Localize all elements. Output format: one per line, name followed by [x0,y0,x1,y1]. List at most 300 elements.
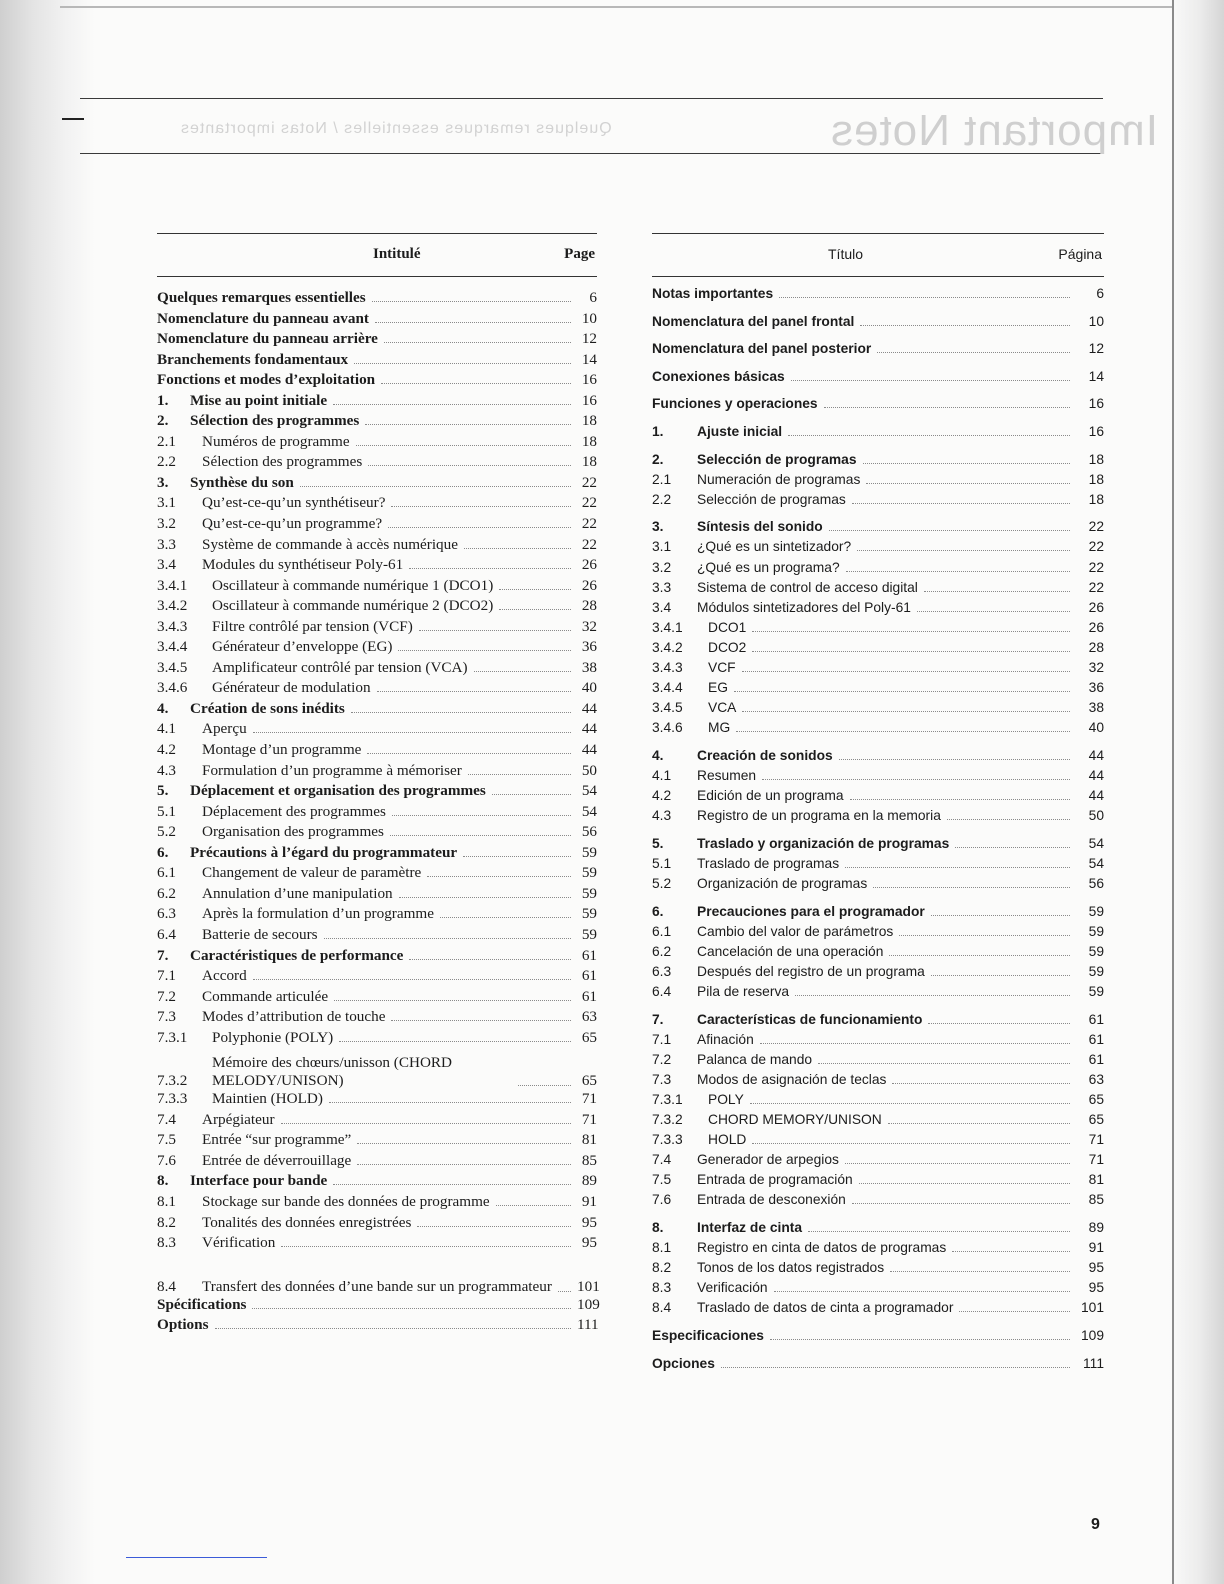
toc-entry [157,536,597,557]
dot-leader [375,322,571,323]
toc-entry-number: 3.1 [652,539,672,555]
toc-entry-page: 59 [581,864,597,882]
toc-entry [157,351,597,372]
toc-entry-number: 3.4 [157,556,176,574]
dot-leader [752,1143,1070,1144]
toc-entry [652,1220,1104,1240]
dot-leader [952,1251,1070,1252]
dot-leader [931,975,1070,976]
dot-leader [357,1143,571,1144]
toc-entry-page: 89 [581,1172,597,1190]
toc-entry-title: Générateur de modulation [212,679,371,697]
dot-leader [859,1183,1070,1184]
dot-leader [845,867,1070,868]
toc-entry [157,1029,597,1050]
bleed-through-subtitle: Quelques remarques essentielles / Notas importantes [180,120,612,137]
dot-leader [736,731,1070,732]
toc-entry-title: Formulation d’un programme à mémoriser [202,761,462,779]
toc-entry-number: 6.4 [157,925,176,943]
toc-entry-page: 32 [1088,660,1104,675]
toc-entry-page: 32 [581,617,597,635]
dot-leader [750,1103,1070,1104]
toc-entry-number: 7.3.3 [652,1132,683,1148]
dot-leader [474,671,571,672]
toc-entry-number: 7.5 [157,1131,176,1149]
toc-entry [157,823,597,844]
dot-leader [734,691,1070,692]
toc-entry-page: 22 [1088,539,1104,555]
toc-entry-page: 95 [1088,1260,1104,1276]
dot-leader [857,550,1070,551]
toc-entry [652,856,1104,876]
toc-entry-number: 8.4 [652,1300,672,1316]
page-top-edge [60,6,1172,8]
toc-entry-title: Fonctions et modes d’exploitation [157,371,376,389]
toc-entry [157,618,597,639]
toc-entry-title: Montage d’un programme [202,741,362,759]
toc-entry-title: Afinación [697,1031,754,1047]
toc-entry [652,1172,1104,1192]
toc-entry [652,341,1104,361]
toc-entry-number: 8.3 [652,1280,672,1296]
toc-entry-number: 6.2 [157,884,176,902]
toc-entry-page: 89 [1088,1219,1104,1235]
toc-entry-title: Changement de valeur de paramètre [202,864,422,882]
toc-entry [157,310,597,331]
toc-entry-title: Selección de programas [697,491,846,507]
toc-entry-number: 4.3 [157,761,176,779]
dot-leader [388,527,571,528]
toc-entry [652,640,1104,660]
toc-entry-page: 14 [1088,368,1104,384]
toc-entry [652,904,1104,924]
toc-entry-number: 3.4.2 [652,639,683,655]
toc-entry-title: DCO1 [708,619,747,635]
toc-entry-number: 7. [652,1011,664,1027]
toc-spanish-page-heading: Página [1058,246,1102,262]
toc-entry [157,371,597,392]
toc-entry [652,944,1104,964]
dot-leader [329,1102,571,1103]
toc-entry-title: Notas importantes [652,286,774,301]
toc-entry [157,1316,597,1337]
toc-entry-title: Création de sons inédits [190,699,345,717]
toc-entry [652,1132,1104,1152]
page-number: 9 [1091,1516,1100,1533]
toc-entry [157,1193,597,1214]
toc-entry [652,1192,1104,1212]
dot-leader [253,732,571,733]
toc-entry [157,926,597,947]
toc-entry [157,392,597,413]
toc-entry-title: Organización de programas [697,875,868,891]
dot-leader [808,1231,1070,1232]
toc-entry [652,876,1104,896]
toc-french-header [157,233,597,277]
toc-entry-page: 50 [581,761,597,779]
dot-leader [367,753,571,754]
toc-entry-page: 50 [1088,808,1104,824]
toc-entry-page: 10 [1088,313,1104,329]
bleed-through-title: Important Notes [830,106,1159,155]
toc-entry-title: Sélection des programmes [190,412,360,430]
toc-entry-title: VCF [708,660,736,675]
toc-entry-title: Selección de programas [697,451,857,467]
toc-entry-page: 61 [581,967,597,985]
toc-entry-title: Especificaciones [652,1327,764,1343]
toc-entry-page: 44 [1088,767,1104,783]
toc-entry-page: 18 [1088,491,1104,507]
toc-entry-title: Numéros de programme [202,432,350,450]
toc-entry-page: 59 [581,925,597,943]
toc-entry-page: 10 [581,309,597,327]
toc-spanish-header [652,233,1104,277]
dot-leader [365,424,571,425]
toc-entry-page: 59 [581,843,597,861]
toc-entry-number: 6.1 [157,864,176,882]
toc-entry [157,453,597,474]
toc-entry-number: 3.4.4 [652,680,683,696]
toc-entry-title: Opciones [652,1355,715,1371]
dot-leader [852,503,1070,504]
scan-left-shadow [0,0,95,1584]
toc-entry-page: 18 [1088,451,1104,467]
dot-leader [774,1291,1070,1292]
toc-entry-title: Características de funcionamiento [697,1011,923,1027]
dot-leader [818,1063,1070,1064]
toc-entry [652,836,1104,856]
toc-entry-page: 18 [581,412,597,430]
dot-leader [391,506,571,507]
toc-entry-number: 3.4.4 [157,638,188,656]
dot-leader [866,483,1070,484]
toc-entry [157,412,597,433]
toc-entry-title: Après la formulation d’un programme [202,905,434,923]
toc-entry [157,782,597,803]
toc-entry-number: 2.2 [157,453,176,471]
toc-entry [157,1295,600,1317]
toc-entry [652,808,1104,828]
dot-leader [795,995,1070,996]
dot-leader [947,819,1070,820]
dot-leader [791,380,1070,381]
dot-leader [391,1020,571,1021]
toc-entry-page: 6 [1096,286,1104,301]
toc-entry-title: Funciones y operaciones [652,396,818,412]
toc-entry-number: 3.4.6 [157,679,188,697]
dot-leader [877,352,1070,353]
toc-entry [652,1032,1104,1052]
toc-entry-page: 26 [581,556,597,574]
dot-leader [762,779,1070,780]
toc-entry-title: VCA [708,700,737,716]
dot-leader [333,404,571,405]
toc-entry-number: 7.3.1 [652,1091,683,1107]
toc-entry [652,1260,1104,1280]
toc-entry-number: 4.2 [157,741,176,759]
margin-mark [126,1557,267,1558]
toc-entry-number: 7.2 [157,987,176,1005]
toc-entry-page: 111 [577,1316,599,1334]
toc-entry [157,1008,597,1029]
toc-entry-page: 61 [1088,1051,1104,1067]
toc-entry [652,369,1104,389]
toc-entry-number: 3. [652,519,664,535]
toc-entry [652,396,1104,416]
toc-entry-page: 54 [581,802,597,820]
dot-leader [788,435,1070,436]
dot-leader [417,1226,571,1227]
toc-entry-number: 1. [652,423,664,439]
dot-leader [390,835,571,836]
dot-leader [463,856,571,857]
toc-entry-page: 59 [1088,923,1104,939]
toc-entry [652,768,1104,788]
toc-entry [652,560,1104,580]
dot-leader [333,1184,571,1185]
toc-entry-title: HOLD [708,1132,747,1148]
dot-leader [863,463,1071,464]
toc-entry [157,289,597,310]
toc-entry-page: 44 [581,720,597,738]
dot-leader [917,611,1070,612]
toc-entry-page: 109 [577,1295,600,1313]
toc-entry-page: 71 [581,1110,597,1128]
toc-entry-title: Tonos de los datos registrados [697,1260,885,1276]
toc-entry-title: Vérification [202,1234,276,1252]
dot-leader [959,1311,1070,1312]
toc-entry [157,844,597,865]
dot-leader [409,959,571,960]
toc-entry-page: 101 [577,1277,600,1295]
toc-entry-page: 61 [581,987,597,1005]
toc-entry-title: Traslado y organización de programas [697,835,950,851]
toc-entry-title: Entrada de programación [697,1172,853,1188]
toc-entry-page: 91 [1088,1240,1104,1256]
toc-entry-title: Nomenclatura del panel posterior [652,341,872,357]
toc-entry-page: 40 [581,679,597,697]
toc-entry-title: Tonalités des données enregistrées [202,1213,412,1231]
toc-entry [652,1092,1104,1112]
toc-entry [157,494,597,515]
toc-entry-title: Organisation des programmes [202,823,384,841]
toc-entry-page: 22 [1088,519,1104,535]
toc-entry-number: 7.3.2 [157,1072,188,1090]
dot-leader [499,589,571,590]
toc-entry-number: 3.2 [652,559,672,575]
toc-entry-title: Synthèse du son [190,473,294,491]
toc-entry-number: 3.4.2 [157,597,188,615]
toc-entry-page: 95 [1088,1280,1104,1296]
toc-entry-title: Stockage sur bande des données de programme [202,1192,490,1210]
toc-entry-number: 7.4 [157,1110,176,1128]
toc-entry-title: Modules du synthétiseur Poly-61 [202,556,404,574]
toc-entry [157,1234,597,1255]
toc-french [157,233,600,1337]
toc-entry-page: 61 [1088,1011,1104,1027]
toc-entry-page: 61 [581,946,597,964]
toc-entry-page: 109 [1080,1327,1104,1343]
toc-entry-title: ¿Qué es un sintetizador? [697,539,852,555]
dot-leader [721,1367,1070,1368]
toc-entry [652,1356,1104,1376]
toc-entry [652,580,1104,600]
toc-entry-title: Edición de un programa [697,788,844,804]
toc-entry-number: 3.4 [652,599,672,615]
toc-entry-number: 8.1 [652,1240,672,1256]
dot-leader [742,711,1070,712]
toc-entry-title: Entrada de desconexión [697,1192,846,1208]
toc-entry-page: 54 [1088,855,1104,871]
toc-entry-number: 3. [157,473,169,491]
dot-leader [300,486,571,487]
toc-entry-number: 8.2 [157,1213,176,1231]
toc-entry-page: 61 [1088,1031,1104,1047]
toc-entry-title: Oscillateur à commande numérique 1 (DCO1) [212,576,494,594]
dot-leader [924,591,1070,592]
dot-leader [357,1164,571,1165]
dot-leader [354,363,571,364]
toc-entry [157,803,597,824]
dot-leader [356,445,571,446]
toc-entry-number: 5.1 [157,802,176,820]
toc-entry-page: 44 [1088,747,1104,763]
toc-entry-number: 7.3 [157,1008,176,1026]
toc-entry [157,577,597,598]
toc-entry-page: 18 [581,432,597,450]
toc-entry-title: Polyphonie (POLY) [212,1028,334,1046]
toc-entry-page: 12 [581,330,597,348]
toc-entry-number: 3.3 [157,535,176,553]
toc-entry-title: Transfert des données d’une bande sur un programmateur [202,1277,552,1295]
toc-entry-title: Maintien (HOLD) [212,1090,323,1108]
dot-leader [372,301,571,302]
toc-entry [652,539,1104,559]
dot-leader [419,630,571,631]
toc-entry [652,1112,1104,1132]
dot-leader [852,1203,1070,1204]
toc-entry-page: 40 [1088,720,1104,736]
dot-leader [558,1291,571,1292]
dot-leader [215,1328,572,1329]
toc-entry-page: 22 [581,535,597,553]
dot-leader [829,530,1070,531]
toc-entry-page: 63 [581,1008,597,1026]
toc-entry [157,515,597,536]
page-edge-line [1172,0,1174,1584]
dot-leader [846,571,1070,572]
toc-entry-page: 16 [581,371,597,389]
toc-entry [652,1072,1104,1092]
dot-leader [392,815,571,816]
toc-entry [157,947,597,968]
toc-entry-page: 36 [1088,680,1104,696]
toc-entry [157,1172,597,1193]
toc-entry-page: 65 [581,1028,597,1046]
dot-leader [770,1339,1070,1340]
dot-leader [398,650,571,651]
toc-entry [157,967,597,988]
toc-entry-page: 71 [1088,1132,1104,1148]
toc-entry-number: 7.3.3 [157,1090,188,1108]
toc-entry-number: 5. [652,835,664,851]
toc-entry-number: 3.4.3 [652,660,683,675]
toc-entry-title: DCO2 [708,639,747,655]
header-tick [62,118,84,120]
toc-spanish [652,233,1104,1376]
dot-leader [760,1043,1070,1044]
dot-leader [752,651,1070,652]
toc-entry-title: Spécifications [157,1295,247,1313]
toc-entry [157,700,597,721]
toc-entry-title: Módulos sintetizadores del Poly-61 [697,599,911,615]
toc-entry [652,1012,1104,1032]
toc-entry-page: 22 [581,494,597,512]
toc-entry-title: Modos de asignación de teclas [697,1071,887,1087]
dot-leader [281,1246,571,1247]
toc-entry [157,638,597,659]
toc-entry [157,597,597,618]
toc-entry-number: 4.3 [652,808,672,824]
toc-entry-number: 5.2 [157,823,176,841]
toc-entry [157,679,597,700]
toc-entry-number: 7.6 [157,1151,176,1169]
toc-entry-page: 81 [1088,1172,1104,1188]
toc-entry-page: 59 [1088,983,1104,999]
toc-entry [652,1152,1104,1172]
toc-french-title-heading: Intitulé [373,246,421,262]
dot-leader [368,465,571,466]
toc-entry-title: Annulation d’une manipulation [202,884,393,902]
dot-leader [518,1085,571,1086]
toc-entry [157,720,597,741]
toc-entry-title: Accord [202,967,247,985]
toc-entry-number: 7.6 [652,1192,672,1208]
toc-entry [157,905,597,926]
toc-entry-title: Cambio del valor de parámetros [697,923,894,939]
toc-entry-page: 38 [1088,700,1104,716]
toc-entry-number: 7.5 [652,1172,672,1188]
toc-french-entries [157,289,600,1337]
toc-entry [157,474,597,495]
toc-entry-page: 28 [581,597,597,615]
toc-entry-title: ¿Qué es un programa? [697,559,840,575]
dot-leader [377,691,571,692]
dot-leader [253,979,571,980]
toc-entry-number: 5. [157,782,169,800]
toc-entry-page: 59 [1088,943,1104,959]
toc-entry-title: Amplificateur contrôlé par tension (VCA) [212,658,468,676]
toc-entry-number: 4. [157,699,169,717]
toc-entry [652,424,1104,444]
toc-entry-title: Système de commande à accès numérique [202,535,458,553]
toc-entry-number: 8. [652,1219,664,1235]
toc-entry-number: 5.1 [652,855,672,871]
toc-entry-page: 95 [581,1234,597,1252]
toc-entry [652,1280,1104,1300]
toc-entry [652,700,1104,720]
toc-entry [652,720,1104,740]
toc-entry-number: 8.1 [157,1192,176,1210]
toc-entry-page: 16 [581,391,597,409]
toc-entry-title: Ajuste inicial [697,423,783,439]
toc-entry-page: 44 [581,699,597,717]
toc-entry-page: 16 [1088,396,1104,412]
toc-entry [652,472,1104,492]
toc-entry [157,1090,597,1111]
toc-entry-title: Creación de sonidos [697,747,833,763]
toc-entry-page: 22 [581,515,597,533]
